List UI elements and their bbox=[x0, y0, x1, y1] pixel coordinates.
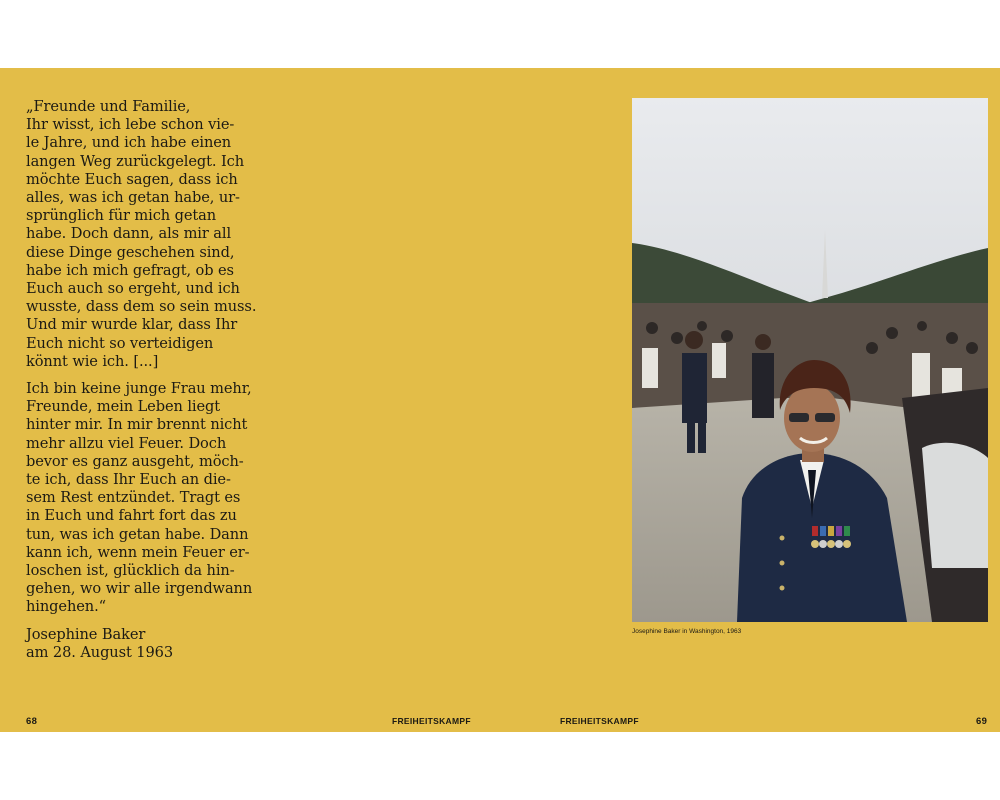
text-line: Und mir wurde klar, dass Ihr bbox=[26, 316, 238, 334]
quote-paragraph-1 bbox=[26, 98, 256, 371]
text-line: loschen ist, glücklich da hin- bbox=[26, 562, 235, 580]
text-line: kann ich, wenn mein Feuer er- bbox=[26, 543, 250, 561]
text-line: te ich, dass Ihr Euch an die- bbox=[26, 471, 231, 489]
text-line: Josephine Baker bbox=[26, 625, 146, 643]
right-page bbox=[500, 68, 1000, 732]
text-line: diese Dinge geschehen sind, bbox=[26, 243, 235, 261]
text-line: in Euch und fahrt fort das zu bbox=[26, 507, 237, 525]
quote-text bbox=[26, 98, 256, 671]
text-line: langen Weg zurückgelegt. Ich bbox=[26, 152, 244, 170]
text-line: le Jahre, und ich habe einen bbox=[26, 134, 232, 152]
text-line: gehen, wo wir alle irgendwann bbox=[26, 580, 253, 598]
quote-paragraph-2 bbox=[26, 380, 256, 617]
book-spread bbox=[0, 68, 1000, 732]
text-line: mehr allzu viel Feuer. Doch bbox=[26, 434, 227, 452]
text-line: hingehen.“ bbox=[26, 598, 106, 616]
text-line: sem Rest entzündet. Tragt es bbox=[26, 489, 241, 507]
text-line: hinter mir. In mir brennt nicht bbox=[26, 416, 248, 434]
text-line: tun, was ich getan habe. Dann bbox=[26, 525, 249, 543]
text-line: Euch nicht so verteidigen bbox=[26, 334, 214, 352]
text-line: „Freunde und Familie, bbox=[26, 98, 191, 115]
text-line: Ihr wisst, ich lebe schon vie- bbox=[26, 116, 235, 134]
text-line: habe ich mich gefragt, ob es bbox=[26, 261, 234, 279]
text-line: sprünglich für mich getan bbox=[26, 207, 217, 225]
text-line: Freunde, mein Leben liegt bbox=[26, 398, 220, 416]
left-page bbox=[0, 68, 500, 732]
text-line: möchte Euch sagen, dass ich bbox=[26, 170, 238, 188]
photo-illustration bbox=[632, 98, 988, 622]
text-line: am 28. August 1963 bbox=[26, 643, 174, 661]
text-line: wusste, dass dem so sein muss. bbox=[26, 298, 257, 316]
text-line: bevor es ganz ausgeht, möch- bbox=[26, 452, 244, 470]
photo-caption: Josephine Baker in Washington, 1963 bbox=[632, 628, 742, 635]
page-number-right: 69 bbox=[976, 716, 988, 727]
running-head-right: FREIHEITSKAMPF bbox=[560, 716, 639, 726]
photo-josephine-baker bbox=[632, 98, 988, 622]
text-line: habe. Doch dann, als mir all bbox=[26, 225, 232, 243]
text-line: Ich bin keine junge Frau mehr, bbox=[26, 380, 252, 398]
page-number-left: 68 bbox=[26, 716, 38, 727]
text-line: alles, was ich getan habe, ur- bbox=[26, 189, 240, 207]
text-line: Euch auch so ergeht, und ich bbox=[26, 280, 240, 298]
quote-attribution bbox=[26, 626, 256, 662]
running-head-left: FREIHEITSKAMPF bbox=[392, 716, 471, 726]
text-line: könnt wie ich. [...] bbox=[26, 352, 159, 370]
